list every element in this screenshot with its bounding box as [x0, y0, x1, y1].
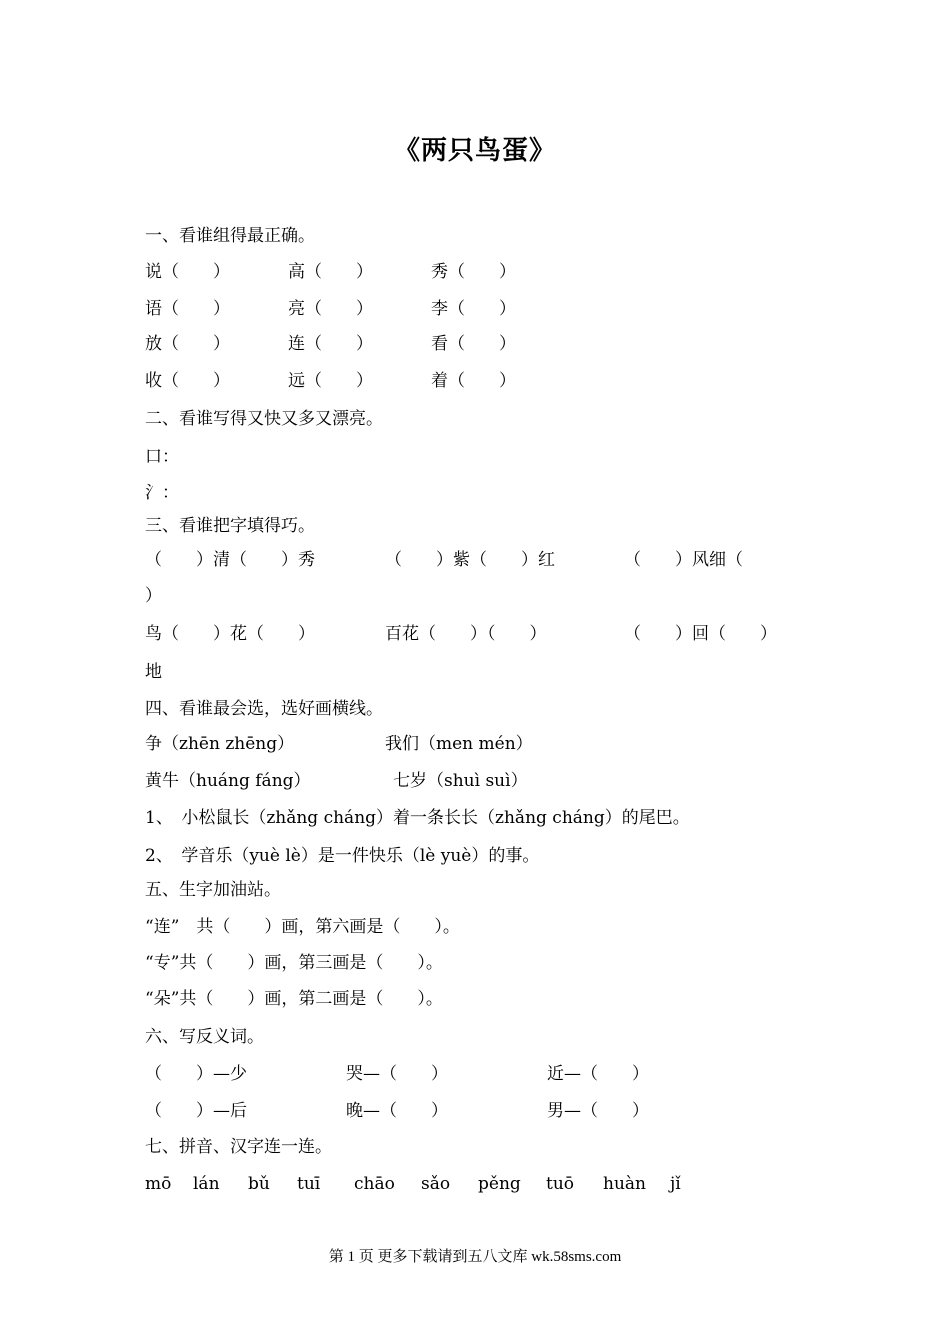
s2-line: 氵：: [145, 483, 179, 503]
s3-cell: （ ）紫（ ）红: [385, 550, 555, 570]
section3-heading: 三、看谁把字填得巧。: [145, 516, 315, 536]
s6-cell: （ ）—后: [145, 1101, 247, 1121]
s4-pair: 七岁（shuì suì）: [393, 771, 528, 791]
s1-cell: 说（ ）: [145, 262, 230, 282]
s3-cell: （ ）清（ ）秀: [145, 550, 315, 570]
section4-heading: 四、看谁最会选，选好画横线。: [145, 699, 383, 719]
s6-cell: 男—（ ）: [547, 1101, 649, 1121]
s1-cell: 远（ ）: [288, 371, 373, 391]
s1-cell: 秀（ ）: [431, 262, 516, 282]
pinyin-item: lán: [193, 1174, 220, 1194]
s4-item: 1、 小松鼠长（zhǎng cháng）着一条长长（zhǎng cháng）的尾巴。: [145, 808, 690, 828]
s1-cell: 连（ ）: [288, 334, 373, 354]
s3-cell: （ ）风细（: [624, 550, 743, 570]
s1-cell: 收（ ）: [145, 371, 230, 391]
pinyin-item: jǐ: [670, 1174, 681, 1194]
pinyin-item: tuō: [546, 1174, 575, 1194]
s3-cell: 百花（ ）（ ）: [385, 624, 547, 644]
s3-wrap: 地: [145, 662, 162, 682]
s4-item: 2、 学音乐（yuè lè）是一件快乐（lè yuè）的事。: [145, 846, 540, 866]
s6-cell: 哭—（ ）: [346, 1064, 448, 1084]
section1-heading: 一、看谁组得最正确。: [145, 226, 315, 246]
pinyin-item: mō: [145, 1174, 172, 1194]
s1-cell: 高（ ）: [288, 262, 373, 282]
s3-cell: （ ）回（ ）: [624, 624, 777, 644]
section6-heading: 六、写反义词。: [145, 1027, 264, 1047]
pinyin-item: bǔ: [248, 1174, 270, 1194]
s6-cell: 近—（ ）: [547, 1064, 649, 1084]
pinyin-item: sǎo: [421, 1174, 451, 1194]
s1-cell: 放（ ）: [145, 334, 230, 354]
s5-line: “朵”共（ ）画，第二画是（ ）。: [145, 989, 443, 1009]
s4-pair: 我们（men mén）: [385, 734, 533, 754]
s1-cell: 语（ ）: [145, 299, 230, 319]
s1-cell: 着（ ）: [431, 371, 516, 391]
s4-pair: 黄牛（huáng fáng）: [145, 771, 311, 791]
s5-line: “连” 共（ ）画，第六画是（ ）。: [145, 917, 460, 937]
s1-cell: 看（ ）: [431, 334, 516, 354]
pinyin-item: huàn: [603, 1174, 646, 1194]
s1-cell: 李（ ）: [431, 299, 516, 319]
s6-cell: （ ）—少: [145, 1064, 247, 1084]
section2-heading: 二、看谁写得又快又多又漂亮。: [145, 409, 383, 429]
section7-heading: 七、拼音、汉字连一连。: [145, 1137, 332, 1157]
s3-wrap: ）: [145, 586, 162, 606]
s2-line: 口：: [145, 447, 179, 467]
section5-heading: 五、生字加油站。: [145, 880, 281, 900]
pinyin-item: pěng: [478, 1174, 521, 1194]
page-footer: 第 1 页 更多下载请到五八文库 wk.58sms.com: [328, 1249, 622, 1265]
s6-cell: 晚—（ ）: [346, 1101, 448, 1121]
s4-pair: 争（zhēn zhēng）: [145, 734, 295, 754]
pinyin-item: tuī: [297, 1174, 321, 1194]
pinyin-item: chāo: [354, 1174, 395, 1194]
s1-cell: 亮（ ）: [288, 299, 373, 319]
s3-cell: 鸟（ ）花（ ）: [145, 624, 315, 644]
document-title: 《两只鸟蛋》: [393, 136, 556, 166]
s5-line: “专”共（ ）画，第三画是（ ）。: [145, 953, 443, 973]
